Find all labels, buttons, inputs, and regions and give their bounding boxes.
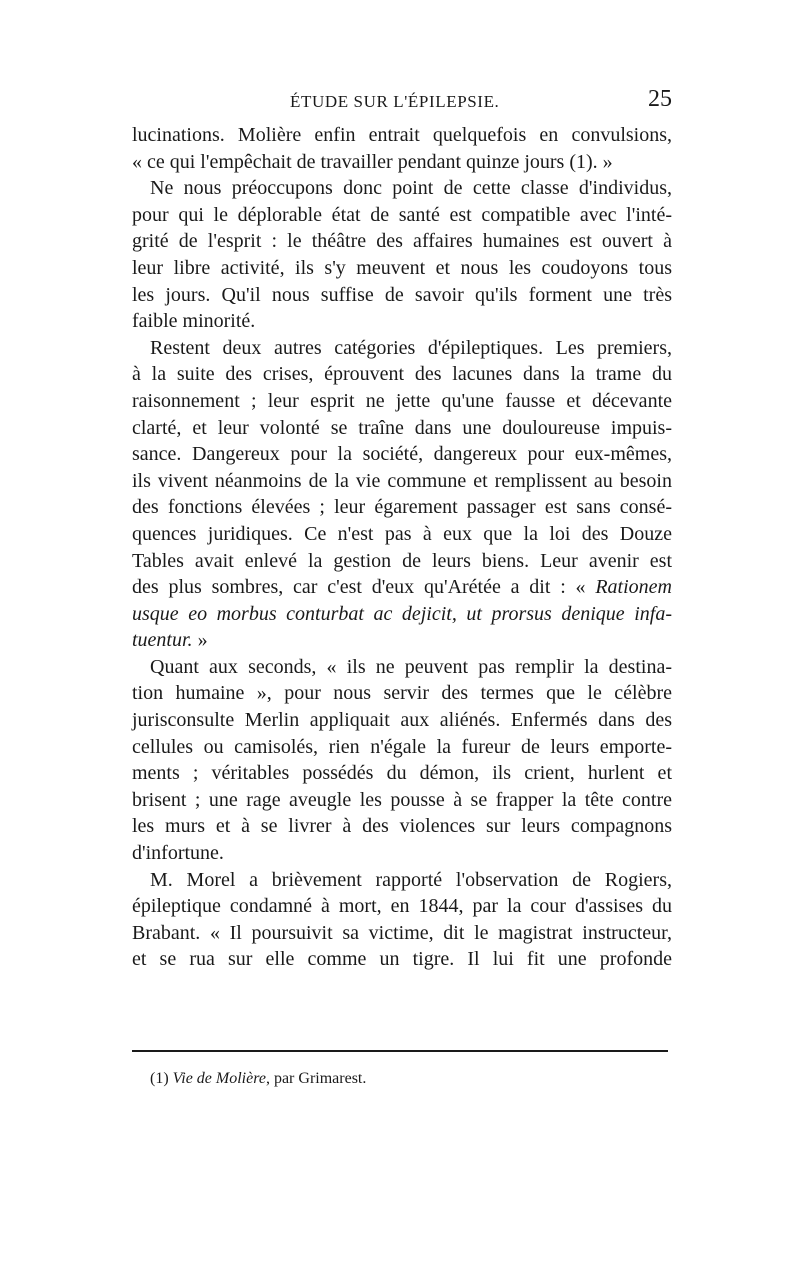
- text-line: [132, 601, 672, 628]
- text-line-content: brisent ; une rage aveugle les pousse à se frapper la tête contre: [132, 788, 672, 811]
- running-title: ÉTUDE SUR L'ÉPILEPSIE.: [290, 92, 500, 111]
- text-line-content: lucinations. Molière enfin entrait quelquefois en convulsions,: [132, 124, 672, 146]
- text-line: [132, 149, 672, 176]
- text-line: [132, 867, 672, 894]
- footnote-title: Vie de Molière: [172, 1070, 266, 1087]
- text-line: [132, 760, 672, 787]
- text-line: [132, 787, 672, 814]
- text-line-content: à la suite des crises, éprouvent des lacunes dans la trame du: [132, 363, 672, 386]
- text-line-content: Quant aux seconds, « ils ne peuvent pas remplir la destina-: [150, 655, 672, 678]
- text-line-content: et se rua sur elle comme un tigre. Il lui fit une profonde: [132, 948, 672, 971]
- page-number: 25: [648, 86, 672, 112]
- text-line-content: Restent deux autres catégories d'épileptiques. Les premiers,: [150, 336, 672, 359]
- text-line-content: ments ; véritables possédés du démon, ils crient, hurlent et: [132, 762, 672, 785]
- text-line-content: épileptique condamné à mort, en 1844, par la cour d'assises du: [132, 895, 672, 918]
- text-line-content: jurisconsulte Merlin appliquait aux aliénés. Enfermés dans des: [132, 709, 672, 732]
- text-line-italic: tuentur.: [132, 629, 193, 652]
- text-line: [132, 388, 672, 415]
- page-header: [132, 86, 672, 118]
- text-line-content: faible minorité.: [132, 310, 256, 333]
- text-line: [132, 813, 672, 840]
- text-line-italic: usque eo morbus conturbat ac dejicit, ut prorsus denique infa-: [132, 602, 672, 625]
- text-line-content: Brabant. « Il poursuivit sa victime, dit le magistrat instructeur,: [132, 921, 672, 944]
- text-line: [132, 308, 672, 335]
- text-line-content: M. Morel a brièvement rapporté l'observation de Rogiers,: [150, 868, 672, 891]
- text-line-content: tion humaine », pour nous servir des termes que le célèbre: [132, 682, 672, 705]
- text-line: [132, 521, 672, 548]
- text-line-content: d'infortune.: [132, 842, 224, 865]
- text-line: [132, 335, 672, 362]
- text-line: [132, 441, 672, 468]
- text-line: [132, 255, 672, 282]
- footnote-marker: (1): [150, 1070, 169, 1087]
- text-line: [132, 574, 672, 601]
- text-line: [132, 494, 672, 521]
- body-text: [132, 122, 672, 973]
- text-line-content: des plus sombres, car c'est d'eux qu'Arétée a dit : «: [132, 576, 596, 599]
- text-line-content: des fonctions élevées ; leur égarement passager est sans consé-: [132, 496, 672, 519]
- text-line-content: sance. Dangereux pour la société, dangereux pour eux-mêmes,: [132, 443, 672, 466]
- text-line-content: Ne nous préoccupons donc point de cette classe d'individus,: [150, 177, 672, 200]
- text-line-content: les jours. Qu'il nous suffise de savoir qu'ils forment une très: [132, 283, 672, 306]
- text-line-italic: Rationem: [595, 576, 672, 599]
- text-line: [132, 680, 672, 707]
- text-line-content: cellules ou camisolés, rien n'égale la fureur de leurs emporte-: [132, 735, 672, 758]
- text-line: [132, 946, 672, 973]
- text-line: [132, 707, 672, 734]
- footnote-rest: , par Grimarest.: [265, 1070, 367, 1087]
- text-line: [132, 228, 672, 255]
- text-line-content: « ce qui l'empêchait de travailler pendant quinze jours (1). »: [132, 150, 613, 173]
- text-line-content: Tables avait enlevé la gestion de leurs biens. Leur avenir est: [132, 549, 672, 572]
- text-line: [132, 468, 672, 495]
- footnote-divider: [132, 1050, 668, 1052]
- text-line-after: »: [192, 629, 208, 652]
- text-line: [132, 202, 672, 229]
- text-line: [132, 734, 672, 761]
- text-line-content: grité de l'esprit : le théâtre des affaires humaines est ouvert à: [132, 230, 672, 253]
- text-line: [132, 415, 672, 442]
- text-line: [132, 840, 672, 867]
- footnote: [150, 1070, 366, 1088]
- text-line: [132, 920, 672, 947]
- text-line: [132, 361, 672, 388]
- text-line: [132, 893, 672, 920]
- text-line-content: ils vivent néanmoins de la vie commune et remplissent au besoin: [132, 469, 672, 492]
- text-line-content: leur libre activité, ils s'y meuvent et nous les coudoyons tous: [132, 256, 672, 279]
- text-line: [132, 654, 672, 681]
- text-line-content: quences juridiques. Ce n'est pas à eux que la loi des Douze: [132, 522, 672, 545]
- text-line: [132, 175, 672, 202]
- text-line-content: pour qui le déplorable état de santé est compatible avec l'inté-: [132, 203, 672, 226]
- text-line-content: raisonnement ; leur esprit ne jette qu'une fausse et décevante: [132, 389, 672, 412]
- text-line: [132, 282, 672, 309]
- text-line: [132, 122, 672, 149]
- text-line-content: clarté, et leur volonté se traîne dans une douloureuse impuis-: [132, 416, 672, 439]
- text-line: [132, 627, 672, 654]
- text-line-content: les murs et à se livrer à des violences sur leurs compagnons: [132, 815, 672, 838]
- text-line: [132, 548, 672, 575]
